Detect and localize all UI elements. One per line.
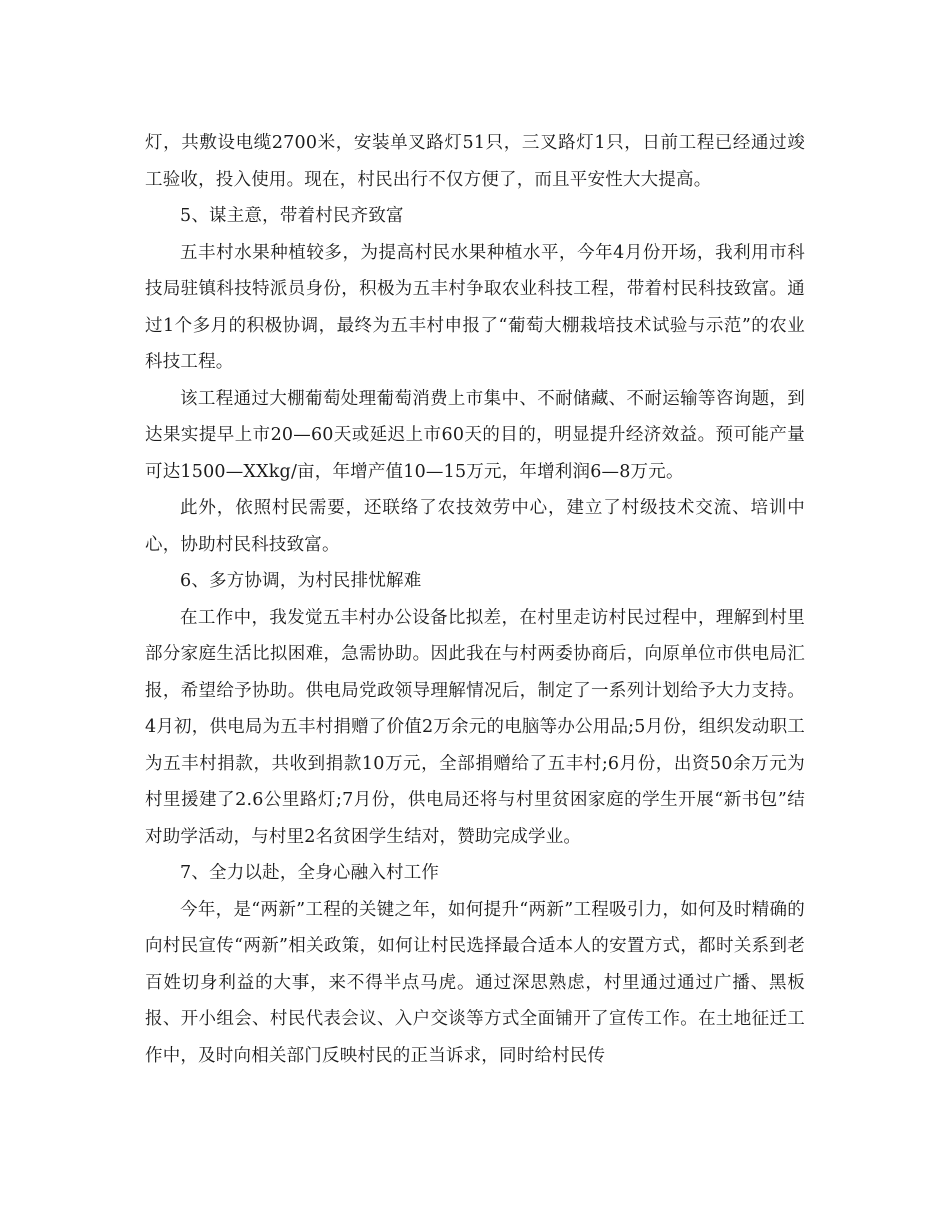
paragraph-two-new-project: 今年，是“两新”工程的关键之年，如何提升“两新”工程吸引力，如何及时精确的向村民宣传“两新”相关政策，如何让村民选择最合适本人的安置方式，都时关系到老百姓切身利益的大事，来不得半点马虎。通过深思熟虑，村里通过通过广播、黑板报、开小组会、村民代表会议、入户交谈等方式全面铺开了宣传工作。在土地征迁工作中，及时向相关部门反映村民的正当诉求，同时给村民传: [145, 899, 805, 1066]
paragraph-streetlight-completion: 灯，共敷设电缆2700米，安装单叉路灯51只，三叉路灯1只，日前工程已经通过竣工验收，投入使用。现在，村民出行不仅方便了，而且平安性大大提高。: [145, 133, 805, 190]
section-heading-7: 7、全力以赴，全身心融入村工作: [180, 863, 440, 883]
paragraph-grape-project: 该工程通过大棚葡萄处理葡萄消费上市集中、不耐储藏、不耐运输等咨询题，到达果实提早上市20—60天或延迟上市60天的目的，明显提升经济效益。预可能产量可达1500—XXkg/亩，年增产值10—15万元，年增利润6—8万元。: [145, 388, 805, 482]
document-body: [145, 125, 805, 1074]
paragraph-power-bureau-support: 在工作中，我发觉五丰村办公设备比拟差，在村里走访村民过程中，理解到村里部分家庭生活比拟困难，急需协助。因此我在与村两委协商后，向原单位市供电局汇报，希望给予协助。供电局党政领导理解情况后，制定了一系列计划给予大力支持。4月初，供电局为五丰村捐赠了价值2万余元的电脑等办公用品;5月份，组织发动职工为五丰村捐款，共收到捐款10万元，全部捐赠给了五丰村;6月份，出资50余万元为村里援建了2.6公里路灯;7月份，供电局还将与村里贫困家庭的学生开展“新书包”结对助学活动，与村里2名贫困学生结对，赞助完成学业。: [145, 607, 805, 847]
paragraph-training-center: 此外，依照村民需要，还联络了农技效劳中心，建立了村级技术交流、培训中心，协助村民科技致富。: [145, 498, 805, 555]
section-heading-5: 5、谋主意，带着村民齐致富: [180, 206, 404, 226]
section-heading-6: 6、多方协调，为村民排忧解难: [180, 571, 422, 591]
paragraph-fruit-technology: 五丰村水果种植较多，为提高村民水果种植水平，今年4月份开场，我利用市科技局驻镇科技特派员身份，积极为五丰村争取农业科技工程，带着村民科技致富。通过1个多月的积极协调，最终为五丰村申报了“葡萄大棚栽培技术试验与示范”的农业科技工程。: [145, 242, 805, 372]
